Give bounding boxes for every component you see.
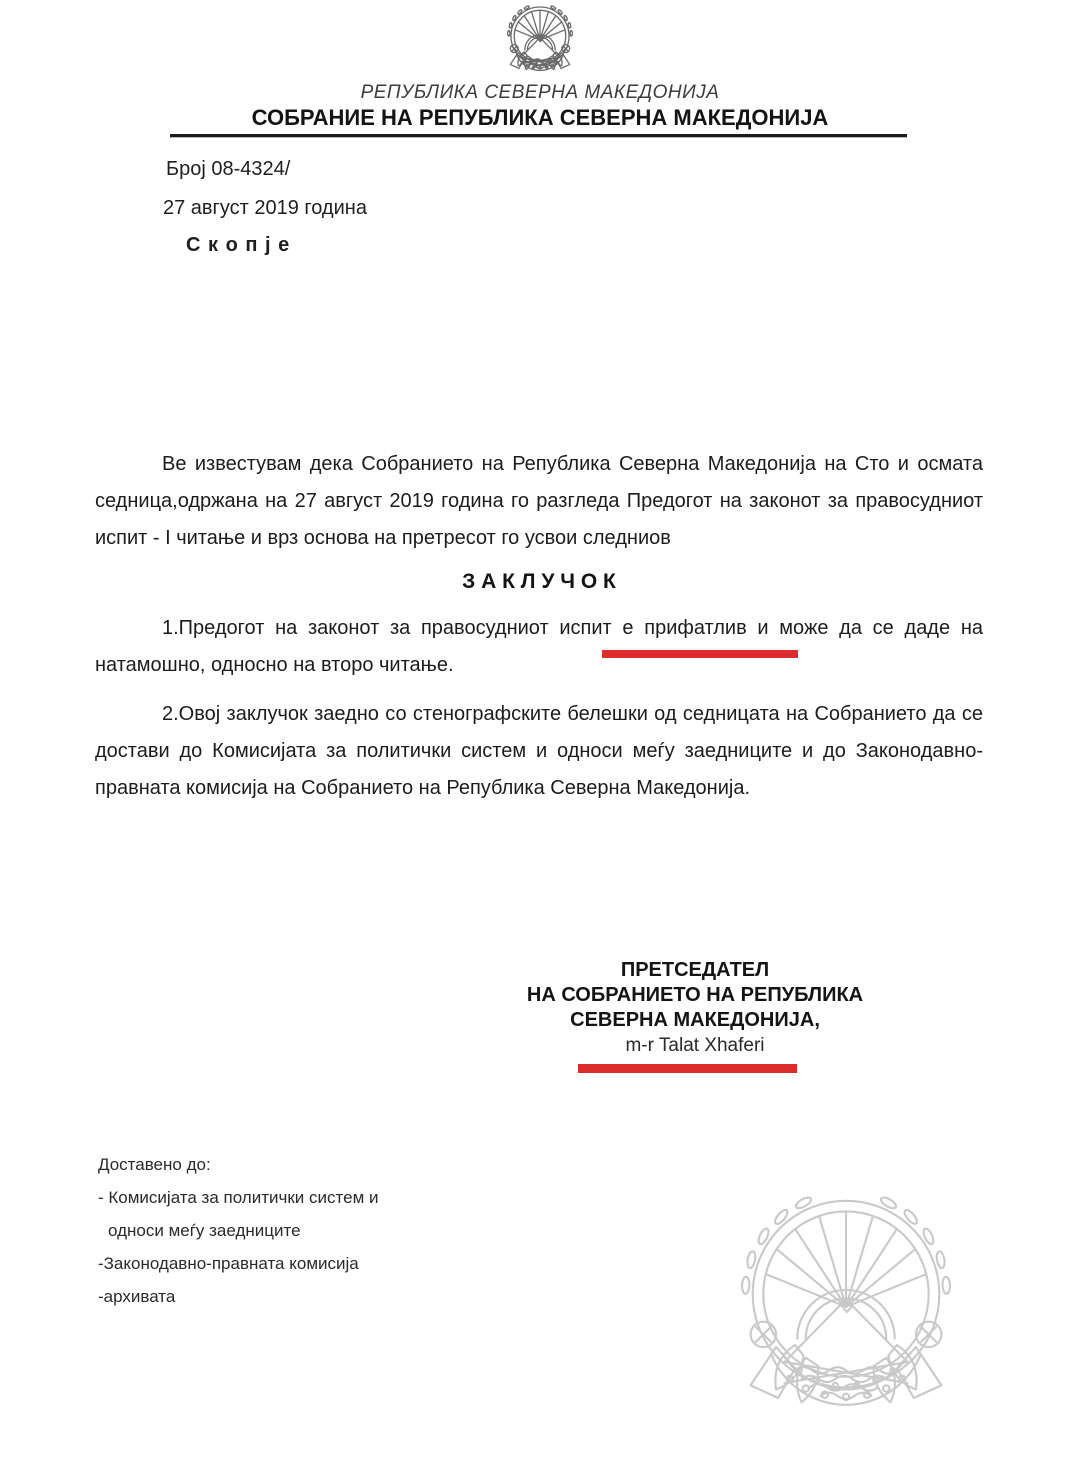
header-assembly-name: СОБРАНИЕ НА РЕПУБЛИКА СЕВЕРНА МАКЕДОНИЈА bbox=[251, 105, 829, 130]
red-underline bbox=[602, 650, 798, 658]
conclusion-item-2: 2.Овој заклучок заедно со стенографските белешки од седницата на Собранието да се достави до Комисијата за политички систем и односи меѓу заедниците и до Законодавно-правната комисија на Собранието на Република Северна Македонија. bbox=[95, 703, 983, 799]
signature-title-line-3: СЕВЕРНА МАКЕДОНИЈА, bbox=[570, 1009, 820, 1031]
intro-paragraph: Ве известувам дека Собранието на Република Северна Македонија на Сто и осмата седница,одржана на 27 август 2019 година го разгледа Предогот на законот за правосудниот испит - I читање и врз основа на претресот го усвои следниов bbox=[95, 453, 983, 549]
conclusion-heading: З А К Л У Ч О К bbox=[462, 570, 616, 593]
distribution-item: -архивата bbox=[98, 1287, 176, 1306]
signature-name: m-r Talat Xhaferi bbox=[625, 1035, 765, 1056]
distribution-title: Доставено до: bbox=[98, 1155, 211, 1174]
document-date: 27 август 2019 година bbox=[163, 197, 367, 219]
signature-title-line-2: НА СОБРАНИЕТО НА РЕПУБЛИКА bbox=[526, 984, 864, 1006]
distribution-item: - Комисијата за политички систем и bbox=[98, 1188, 379, 1207]
document-city: С к о п ј е bbox=[186, 234, 291, 256]
signature-block bbox=[495, 958, 895, 1058]
coat-of-arms-icon bbox=[507, 3, 573, 79]
distribution-list bbox=[98, 1148, 518, 1313]
red-signature-underline bbox=[578, 1064, 797, 1073]
conclusion-item-1: 1.Предогот на законот за правосудниот испит е прифатлив и може да се даде на натамошно, односно на второ читање. bbox=[95, 617, 983, 676]
signature-title-line-1: ПРЕТСЕДАТЕЛ bbox=[620, 959, 770, 981]
header-rule bbox=[170, 134, 907, 138]
header-country-name: РЕПУБЛИКА СЕВЕРНА МАКЕДОНИЈА bbox=[360, 82, 720, 103]
coat-of-arms-watermark bbox=[740, 1188, 952, 1432]
distribution-item: -Законодавно-правната комисија bbox=[98, 1254, 359, 1273]
distribution-item: односи меѓу заедниците bbox=[108, 1221, 301, 1240]
document-number: Број 08-4324/ bbox=[166, 158, 291, 180]
